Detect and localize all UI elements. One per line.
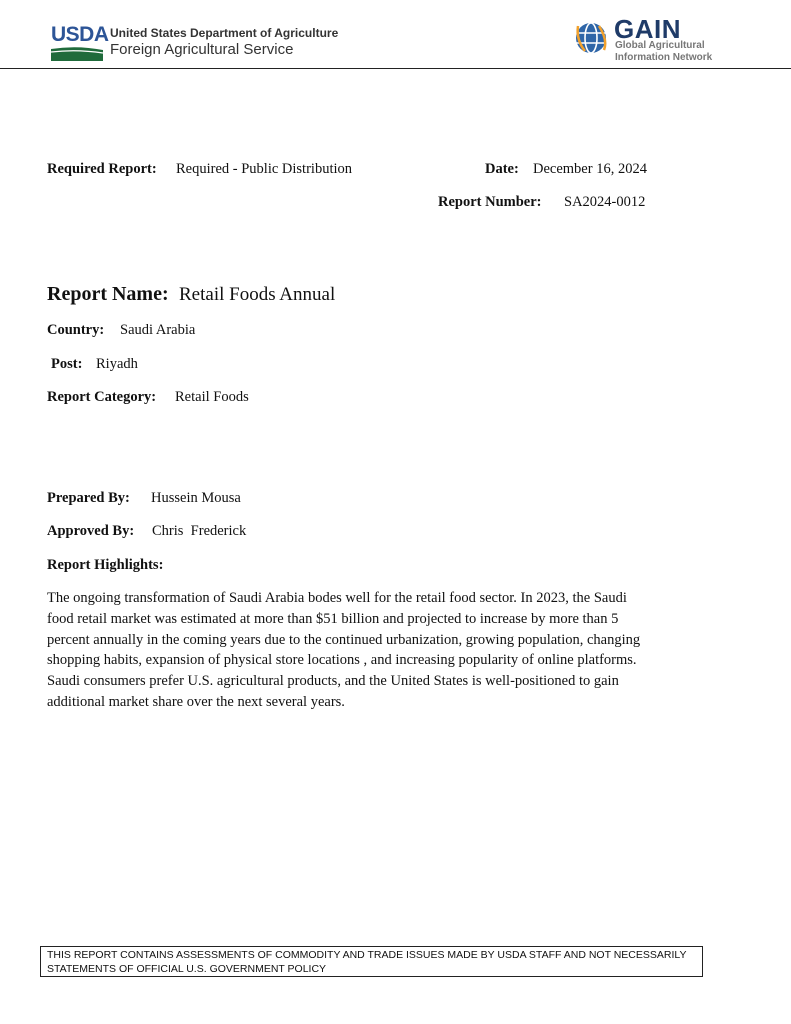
report-number-value: SA2024-0012 — [564, 194, 646, 210]
required-report-value: Required - Public Distribution — [176, 161, 352, 177]
report-name-value: Retail Foods Annual — [179, 284, 336, 305]
gain-wordmark: GAIN — [614, 14, 681, 44]
approved-by-value: Chris Frederick — [152, 523, 247, 539]
highlights-line: food retail market was estimated at more than $51 billion and projected to increase by more than 5 — [47, 610, 619, 627]
approved-by-label: Approved By: — [47, 523, 135, 539]
disclaimer-line: STATEMENTS OF OFFICIAL U.S. GOVERNMENT POLICY — [47, 963, 327, 975]
highlights-line: Saudi consumers prefer U.S. agricultural products, and the United States is well-positioned to gain — [47, 673, 619, 690]
usda-wordmark: USDA — [51, 23, 109, 46]
usda-agency-name: Foreign Agricultural Service — [110, 41, 294, 58]
report-number-label: Report Number: — [438, 194, 542, 210]
post-value: Riyadh — [96, 356, 138, 372]
highlights-line: percent annually in the coming years due to the continued urbanization, growing population, changing — [47, 631, 641, 648]
required-report-label: Required Report: — [47, 161, 157, 177]
country-label: Country: — [47, 322, 105, 338]
gain-logo — [573, 20, 609, 61]
highlights-line: The ongoing transformation of Saudi Arabia bodes well for the retail food sector. In 2023, the Saudi — [47, 590, 627, 606]
gain-subtitle-line1: Global Agricultural — [615, 40, 705, 51]
report-highlights-heading: Report Highlights: — [47, 557, 164, 573]
date-value: December 16, 2024 — [533, 161, 647, 177]
date-label: Date: — [485, 161, 519, 177]
gain-subtitle-line2: Information Network — [615, 52, 713, 63]
globe-icon — [573, 20, 609, 56]
report-category-value: Retail Foods — [175, 389, 249, 405]
report-category-label: Report Category: — [47, 389, 157, 405]
prepared-by-label: Prepared By: — [47, 490, 130, 506]
header-divider — [0, 68, 791, 69]
disclaimer-box — [40, 946, 703, 977]
post-label: Post: — [51, 356, 83, 372]
report-name-label: Report Name: — [47, 283, 169, 305]
prepared-by-value: Hussein Mousa — [151, 490, 241, 506]
country-value: Saudi Arabia — [120, 322, 196, 338]
report-highlights-paragraph — [47, 588, 697, 713]
disclaimer-line: THIS REPORT CONTAINS ASSESSMENTS OF COMMODITY AND TRADE ISSUES MADE BY USDA STAFF AND NOT NECESSARILY — [47, 949, 687, 961]
highlights-line: additional market share over the next several years. — [47, 693, 345, 710]
usda-logo-icon — [51, 47, 103, 61]
usda-department-name: United States Department of Agriculture — [110, 26, 339, 40]
usda-logo — [51, 24, 109, 61]
highlights-line: shopping habits, expansion of physical store locations , and increasing popularity of online platforms. — [47, 652, 637, 669]
